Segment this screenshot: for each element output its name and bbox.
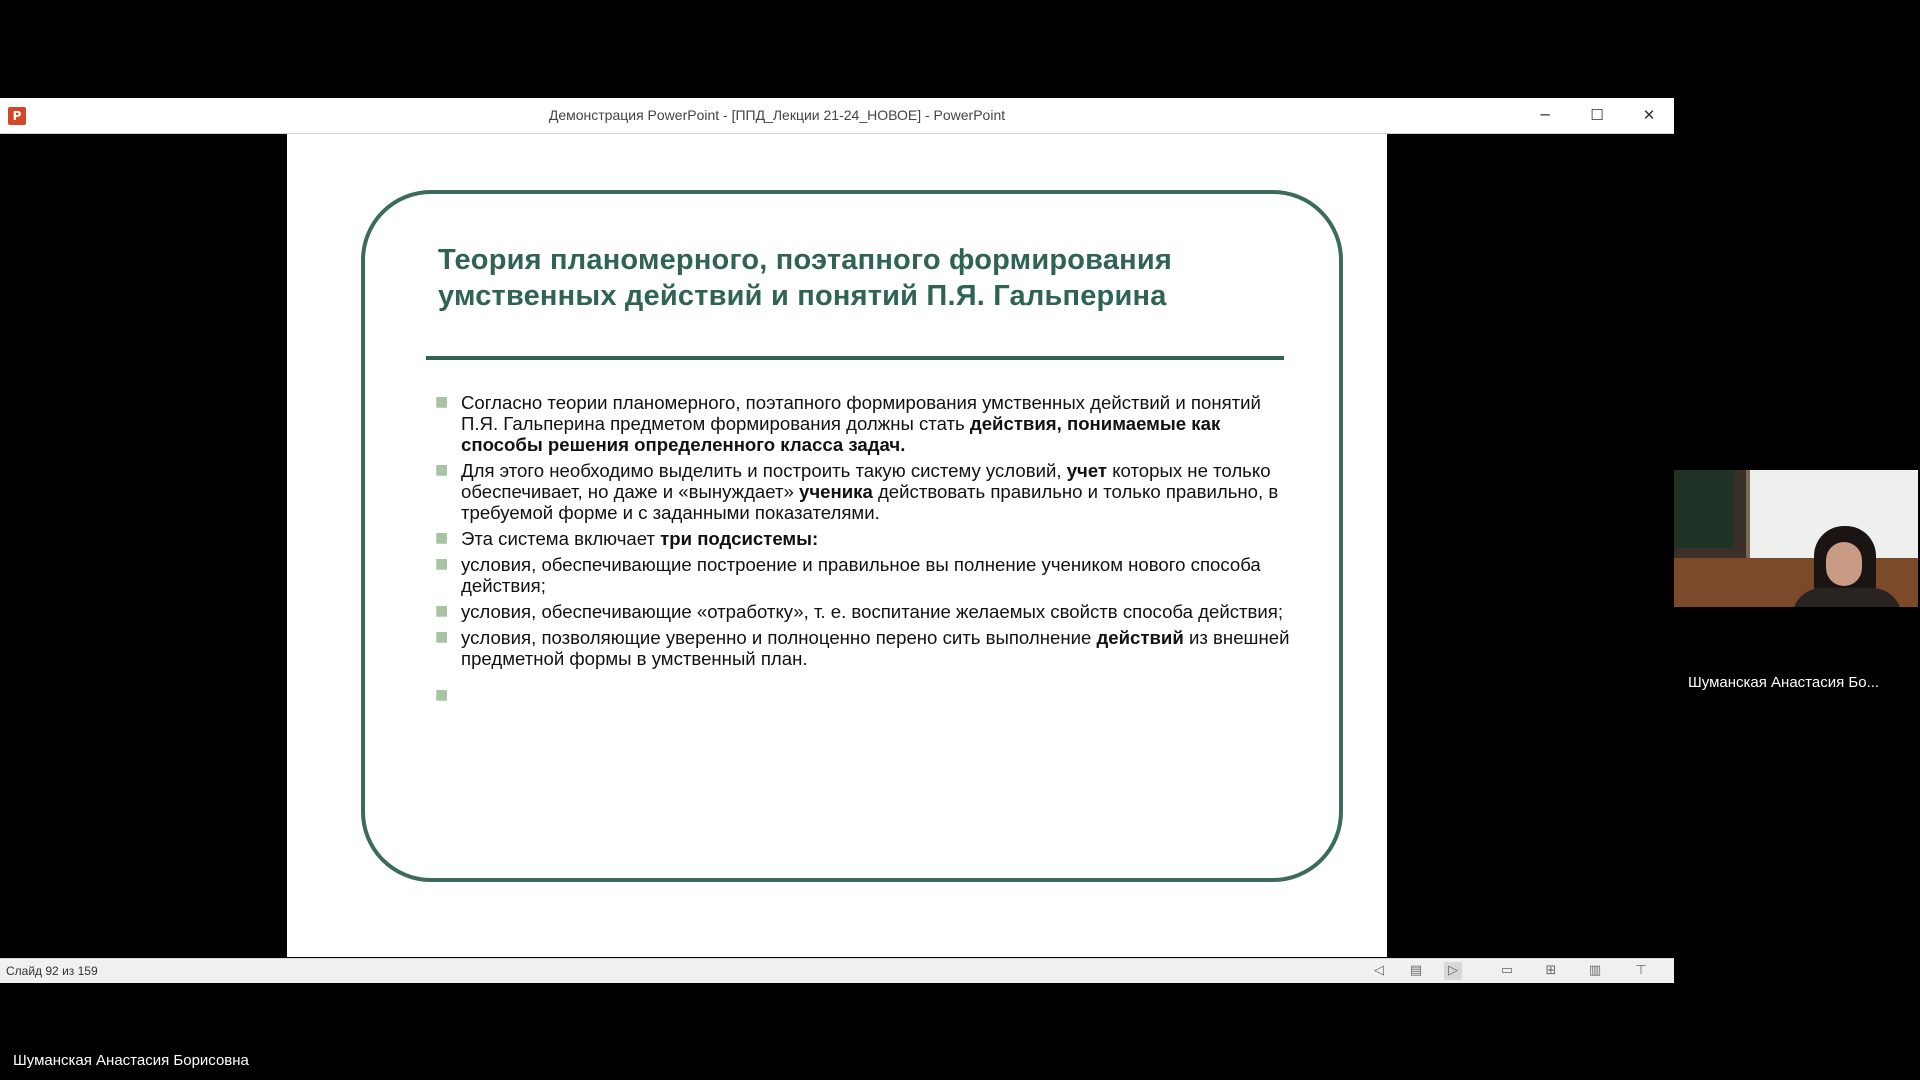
minimize-button[interactable]: ─	[1540, 106, 1550, 124]
bullet-icon: ■	[435, 394, 449, 410]
bullet-text: условия, обеспечивающие построение и правильное вы полнение учеником нового способа действия;	[461, 554, 1261, 596]
presenter-name: Шуманская Анастасия Борисовна	[13, 1052, 249, 1069]
bullet-item	[435, 601, 1295, 622]
bullet-text: условия, позволяющие уверенно и полноценно перено сить выполнение	[461, 627, 1097, 648]
slide-counter: Слайд 92 из 159	[6, 964, 98, 978]
bullet-list	[435, 392, 1295, 711]
bullet-text: Для этого необходимо выделить и построить такую систему условий,	[461, 460, 1067, 481]
bullet-text: действовать правильно и только правильно, в требуемой форме и с заданными показателями.	[461, 481, 1279, 523]
slide-title: Теория планомерного, поэтапного формирования умственных действий и понятий П.Я. Гальперина	[438, 244, 1173, 312]
bullet-bold-text: действия, понимаемые как способы решения определенного класса задач.	[461, 413, 1221, 455]
window-title: Демонстрация PowerPoint - [ППД_Лекции 21-24_НОВОЕ] - PowerPoint	[548, 107, 1006, 123]
slide-view	[0, 134, 1674, 957]
status-bar	[0, 958, 1674, 983]
participant-name: Шуманская Анастасия Бо...	[1688, 674, 1880, 691]
bullet-icon: ■	[435, 556, 449, 572]
powerpoint-window	[0, 98, 1674, 982]
bullet-item	[435, 627, 1295, 669]
bullet-bold-text: ученика	[799, 481, 873, 502]
slideshow-icon[interactable]: ⊤	[1635, 963, 1647, 978]
bullet-icon: ■	[435, 629, 449, 645]
bullet-item	[435, 460, 1295, 523]
empty-bullet-item	[435, 685, 1295, 706]
bullet-item	[435, 392, 1295, 455]
powerpoint-icon: P	[8, 107, 26, 125]
bullet-text: Согласно теории планомерного, поэтапного формирования умственных действий и понятий П.Я. Гальперина предметом формирования должны стать	[461, 392, 1261, 434]
play-icon[interactable]: ▷	[1444, 962, 1462, 980]
video-person-face	[1826, 542, 1862, 586]
bullet-text: условия, обеспечивающие «отработку», т. е. воспитание желаемых свойств способа действия;	[461, 601, 1284, 622]
bullet-icon: ■	[435, 530, 449, 546]
bullet-bold-text: учет	[1066, 460, 1108, 481]
bullet-bold-text: действий	[1096, 627, 1184, 648]
bullet-text: Эта система включает	[461, 528, 661, 549]
bullet-text: которых не только обеспечивает, но даже и «вынуждает»	[461, 460, 1271, 502]
bullet-icon: ■	[435, 603, 449, 619]
bullet-item	[435, 528, 1295, 549]
video-person-body	[1792, 588, 1902, 607]
close-button[interactable]: ✕	[1642, 106, 1656, 124]
title-bar	[0, 98, 1674, 134]
notes-icon[interactable]: ▤	[1409, 963, 1423, 978]
bullet-icon: ■	[435, 462, 449, 478]
participant-video[interactable]	[1674, 470, 1918, 607]
bullet-item	[435, 554, 1295, 596]
video-chalkboard	[1674, 470, 1734, 548]
reading-view-icon[interactable]: ▥	[1588, 963, 1602, 978]
previous-icon[interactable]: ◁	[1374, 963, 1384, 978]
maximize-button[interactable]: ☐	[1590, 106, 1604, 124]
slide-sorter-icon[interactable]: ⊞	[1545, 963, 1557, 978]
normal-view-icon[interactable]: ▭	[1500, 963, 1514, 978]
slide[interactable]	[287, 134, 1387, 957]
bullet-bold-text: три подсистемы:	[660, 528, 819, 549]
title-underline	[426, 356, 1284, 360]
bullet-text: из внешней предметной формы в умственный план.	[461, 627, 1290, 669]
bullet-icon: ■	[435, 687, 449, 703]
